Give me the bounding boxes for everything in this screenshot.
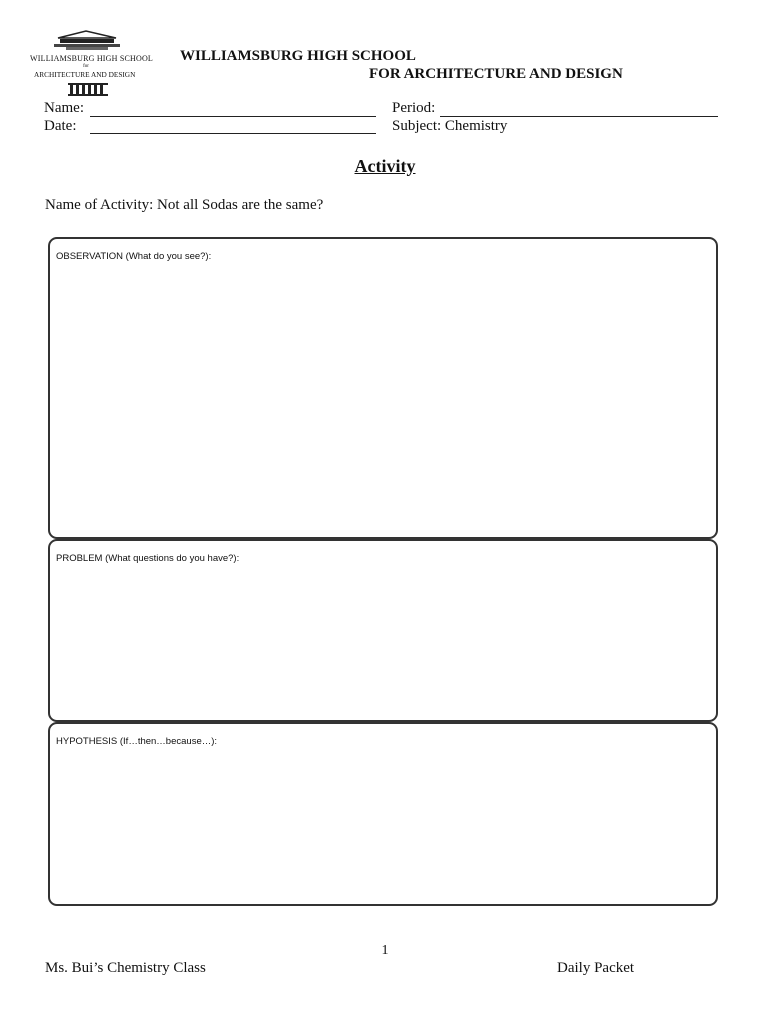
observation-label: OBSERVATION (What do you see?): xyxy=(56,251,212,262)
period-field[interactable] xyxy=(440,116,718,117)
school-subtitle: FOR ARCHITECTURE AND DESIGN xyxy=(369,66,623,82)
subject-label: Subject: Chemistry xyxy=(392,118,508,134)
page-number: 1 xyxy=(381,943,389,958)
logo-text-line2: for xyxy=(83,64,89,69)
name-label: Name: xyxy=(44,100,84,116)
problem-label: PROBLEM (What questions do you have?): xyxy=(56,553,240,564)
footer-class-name: Ms. Bui’s Chemistry Class xyxy=(45,960,206,976)
name-field[interactable] xyxy=(90,116,376,117)
observation-box[interactable] xyxy=(48,237,718,539)
date-field[interactable] xyxy=(90,133,376,134)
activity-name: Name of Activity: Not all Sodas are the same? xyxy=(45,197,324,213)
problem-box[interactable] xyxy=(48,539,718,722)
hypothesis-label: HYPOTHESIS (If…then…because…): xyxy=(56,736,218,747)
school-title: WILLIAMSBURG HIGH SCHOOL xyxy=(180,48,416,64)
school-logo xyxy=(30,30,154,98)
footer-packet-name: Daily Packet xyxy=(557,960,635,976)
page-heading: Activity xyxy=(354,156,416,176)
logo-text-line3: ARCHITECTURE AND DESIGN xyxy=(34,70,136,79)
period-label: Period: xyxy=(392,100,436,116)
hypothesis-box[interactable] xyxy=(48,722,718,906)
logo-text-line1: WILLIAMSBURG HIGH SCHOOL xyxy=(30,54,154,63)
date-label: Date: xyxy=(44,118,77,134)
